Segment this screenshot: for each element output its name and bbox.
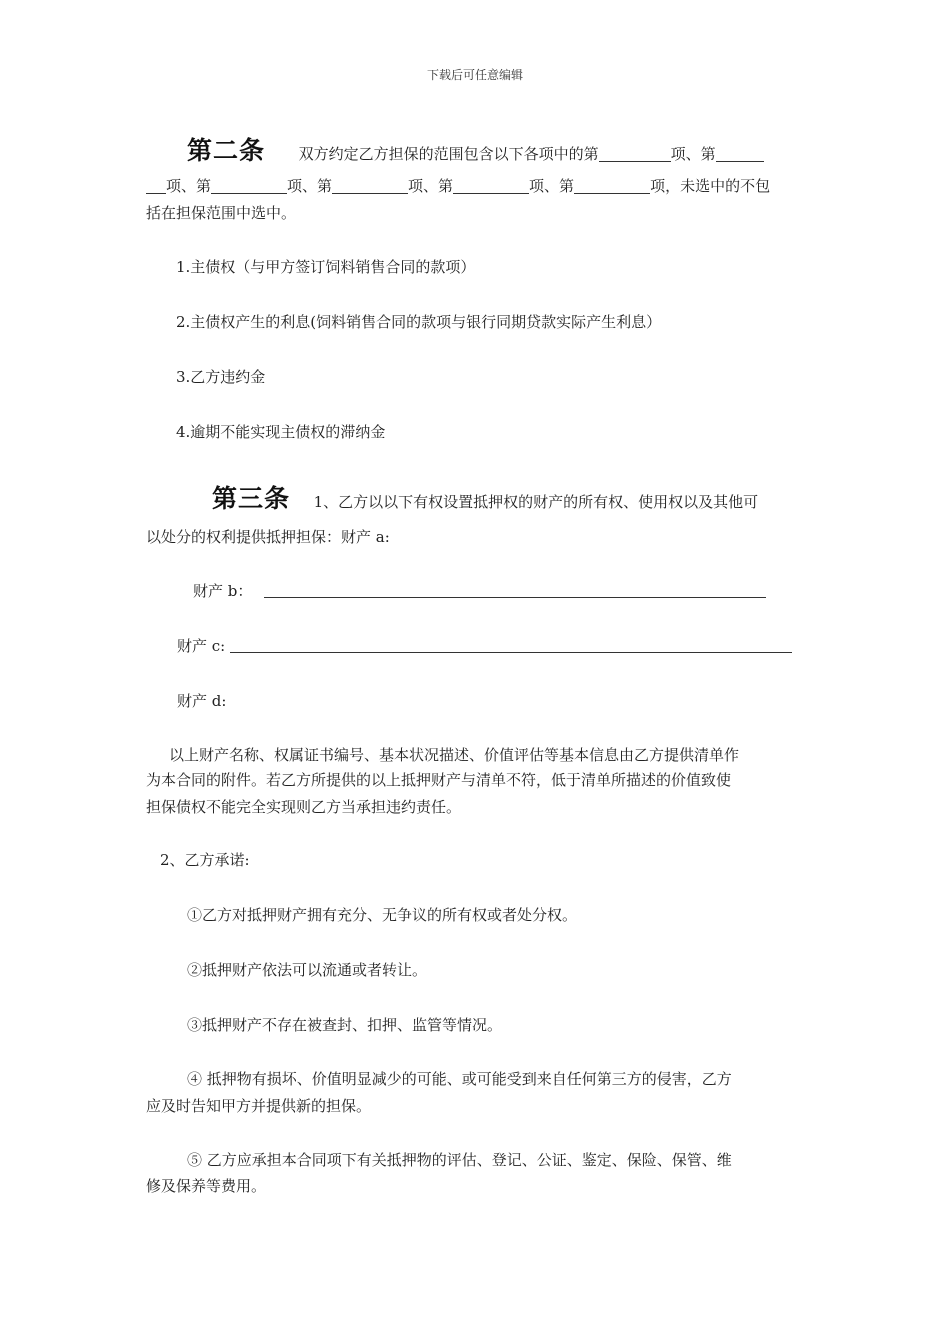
blank-1 — [599, 143, 671, 162]
blank-3 — [211, 175, 287, 194]
article-2-line-3: 括在担保范围中选中。 — [146, 204, 297, 222]
promise-4-line-2: 应及时告知甲方并提供新的担保。 — [146, 1097, 372, 1115]
blank-2b — [146, 175, 166, 194]
article-2-sep-5: 项、第 — [529, 177, 575, 195]
article-2-line-2 — [146, 171, 806, 201]
asset-b-blank — [264, 597, 766, 598]
promise-5-line-1: ⑤ 乙方应承担本合同项下有关抵押物的评估、登记、公证、鉴定、保险、保管、维 — [187, 1151, 732, 1169]
article-2-heading: 第二条 — [187, 136, 266, 165]
article-2-sep-2: 项、第 — [166, 177, 212, 195]
blank-5 — [453, 175, 529, 194]
promise-4-line-1: ④ 抵押物有损坏、价值明显减少的可能、或可能受到来自任何第三方的侵害，乙方 — [187, 1070, 732, 1088]
asset-paragraph-line-3: 担保债权不能完全实现则乙方当承担违约责任。 — [146, 798, 462, 816]
asset-c-blank — [230, 652, 792, 653]
promise-5-line-2: 修及保养等费用。 — [146, 1177, 267, 1195]
asset-d-label: 财产 d: — [177, 692, 227, 710]
article-2-sep-4: 项、第 — [408, 177, 454, 195]
article-3-line-2: 以处分的权利提供抵押担保：财产 a: — [146, 528, 390, 546]
page-header: 下载后可任意编辑 — [426, 68, 523, 82]
article-3-line-1-text: 1、乙方以以下有权设置抵押权的财产的所有权、使用权以及其他可 — [313, 493, 759, 511]
promise-2: ②抵押财产依法可以流通或者转让。 — [187, 961, 428, 979]
article-2-sep-3: 项、第 — [287, 177, 333, 195]
article-2-item-4: 4.逾期不能实现主债权的滞纳金 — [176, 423, 386, 441]
blank-2a — [716, 143, 764, 162]
article-2-sep-1: 项、第 — [670, 145, 716, 163]
article-2-line-1 — [187, 136, 817, 169]
article-3-line-1 — [212, 484, 812, 517]
promise-1: ①乙方对抵押财产拥有充分、无争议的所有权或者处分权。 — [187, 906, 578, 924]
article-2-item-3: 3.乙方违约金 — [176, 368, 266, 386]
promise-title: 2、乙方承诺: — [160, 851, 250, 869]
article-2-item-2: 2.主债权产生的利息(饲料销售合同的款项与银行同期贷款实际产生利息） — [176, 313, 662, 331]
article-3-heading: 第三条 — [212, 484, 291, 513]
promise-3: ③抵押财产不存在被查封、扣押、监管等情况。 — [187, 1016, 503, 1034]
asset-paragraph-line-2: 为本合同的附件。若乙方所提供的以上抵押财产与清单不符，低于清单所描述的价值致使 — [146, 771, 732, 789]
article-2-end: 项，未选中的不包 — [650, 177, 771, 195]
article-2-item-1: 1.主债权（与甲方签订饲料销售合同的款项） — [176, 258, 476, 276]
asset-b-label: 财产 b： — [193, 582, 253, 600]
blank-6 — [574, 175, 650, 194]
blank-4 — [332, 175, 408, 194]
asset-paragraph-line-1: 以上财产名称、权属证书编号、基本状况描述、价值评估等基本信息由乙方提供清单作 — [169, 746, 740, 764]
asset-c-label: 财产 c: — [177, 637, 226, 655]
article-2-intro: 双方约定乙方担保的范围包含以下各项中的第 — [298, 145, 599, 163]
